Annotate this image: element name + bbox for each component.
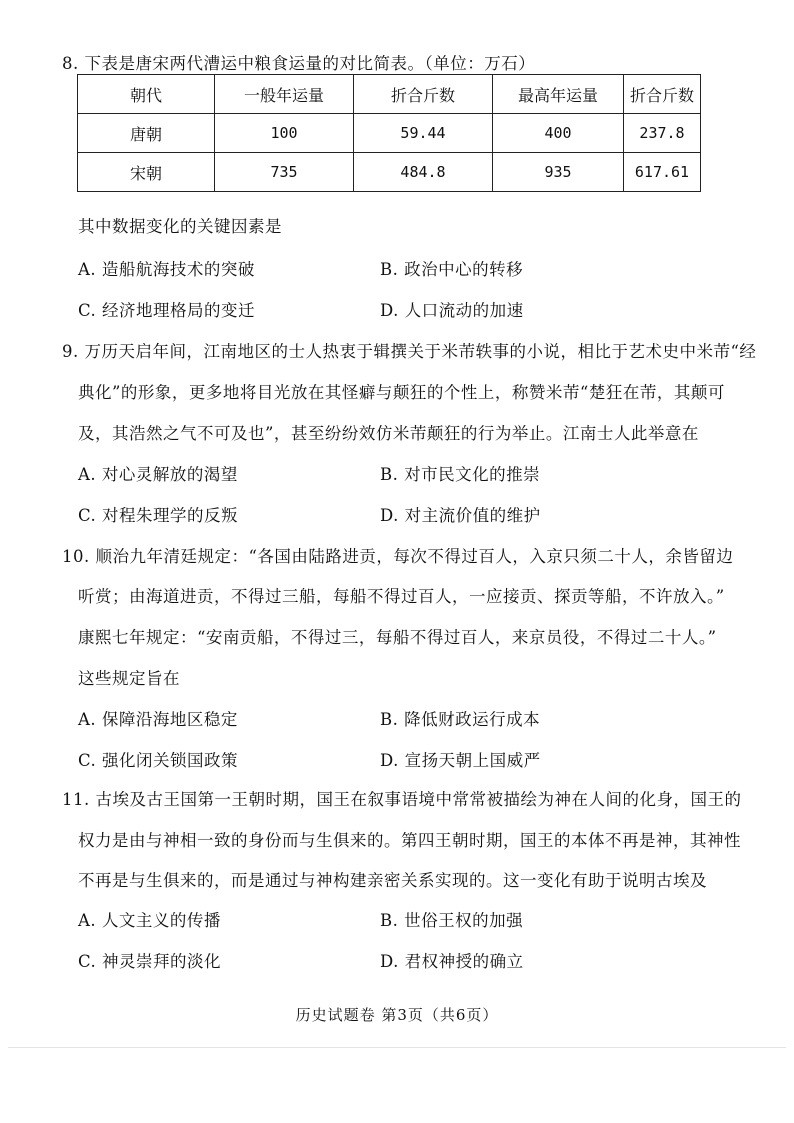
table-cell: 617.61 xyxy=(624,153,701,192)
table-header-cell: 折合斤数 xyxy=(354,75,493,114)
table-row xyxy=(78,153,701,192)
q10-option-b[interactable]: B. 降低财政运行成本 xyxy=(380,710,541,729)
q8-stem: 8. 下表是唐宋两代漕运中粮食运量的对比简表。（单位：万石） xyxy=(62,54,536,73)
table-cell: 237.8 xyxy=(624,114,701,153)
table-cell: 100 xyxy=(215,114,354,153)
q8-option-b[interactable]: B. 政治中心的转移 xyxy=(380,260,524,279)
q9-option-d[interactable]: D. 对主流价值的维护 xyxy=(380,506,541,525)
divider xyxy=(8,1047,786,1048)
q10-line: 康熙七年规定：“安南贡船，不得过三，每船不得过百人，来京员役，不得过二十人。” xyxy=(78,628,717,647)
table-cell: 935 xyxy=(493,153,624,192)
q10-option-c[interactable]: C. 强化闭关锁国政策 xyxy=(78,751,239,770)
q9-line: 及，其浩然之气不可及也”，甚至纷纷效仿米芾颠狂的行为举止。江南士人此举意在 xyxy=(78,424,699,443)
table-cell: 400 xyxy=(493,114,624,153)
q8-option-a[interactable]: A. 造船航海技术的突破 xyxy=(78,260,255,279)
table-row xyxy=(78,114,701,153)
grain-transport-table xyxy=(77,74,701,192)
q10-option-a[interactable]: A. 保障沿海地区稳定 xyxy=(78,710,238,729)
table-header-cell: 一般年运量 xyxy=(215,75,354,114)
q9-line: 典化”的形象，更多地将目光放在其怪癖与颠狂的个性上，称赞米芾“楚狂在芾，其颠可 xyxy=(78,383,725,402)
table-header-row xyxy=(78,75,701,114)
table-header-cell: 最高年运量 xyxy=(493,75,624,114)
q10-option-d[interactable]: D. 宣扬天朝上国威严 xyxy=(380,751,541,770)
q11-option-b[interactable]: B. 世俗王权的加强 xyxy=(380,911,524,930)
q11-option-a[interactable]: A. 人文主义的传播 xyxy=(78,911,221,930)
table-cell: 484.8 xyxy=(354,153,493,192)
q9-line: 9. 万历天启年间，江南地区的士人热衷于辑撰关于米芾轶事的小说，相比于艺术史中米芾“经 xyxy=(62,342,757,361)
table-cell: 59.44 xyxy=(354,114,493,153)
q8-option-c[interactable]: C. 经济地理格局的变迁 xyxy=(78,301,256,320)
q8-option-d[interactable]: D. 人口流动的加速 xyxy=(380,301,524,320)
q9-option-c[interactable]: C. 对程朱理学的反叛 xyxy=(78,506,239,525)
table-cell: 735 xyxy=(215,153,354,192)
q11-option-c[interactable]: C. 神灵崇拜的淡化 xyxy=(78,952,222,971)
table-cell: 宋朝 xyxy=(78,153,215,192)
q9-option-a[interactable]: A. 对心灵解放的渴望 xyxy=(78,465,238,484)
q9-option-b[interactable]: B. 对市民文化的推崇 xyxy=(380,465,541,484)
q10-line: 10. 顺治九年清廷规定：“各国由陆路进贡，每次不得过百人，入京只须二十人，余皆留边 xyxy=(62,547,734,566)
q11-option-d[interactable]: D. 君权神授的确立 xyxy=(380,952,524,971)
table-header-cell: 折合斤数 xyxy=(624,75,701,114)
q8-question: 其中数据变化的关键因素是 xyxy=(78,217,282,236)
q10-line: 这些规定旨在 xyxy=(78,669,180,688)
q11-line: 11. 古埃及古王国第一王朝时期，国王在叙事语境中常常被描绘为神在人间的化身，国王的 xyxy=(62,790,742,809)
q11-line: 权力是由与神相一致的身份而与生俱来的。第四王朝时期，国王的本体不再是神，其神性 xyxy=(78,831,741,850)
q10-line: 听赏；由海道进贡，不得过三船，每船不得过百人，一应接贡、探贡等船，不许放入。” xyxy=(78,587,725,606)
q11-line: 不再是与生俱来的，而是通过与神构建亲密关系实现的。这一变化有助于说明古埃及 xyxy=(78,871,707,890)
table-cell: 唐朝 xyxy=(78,114,215,153)
page-footer: 历史试题卷 第3页（共6页） xyxy=(295,1006,499,1024)
table-header-cell: 朝代 xyxy=(78,75,215,114)
